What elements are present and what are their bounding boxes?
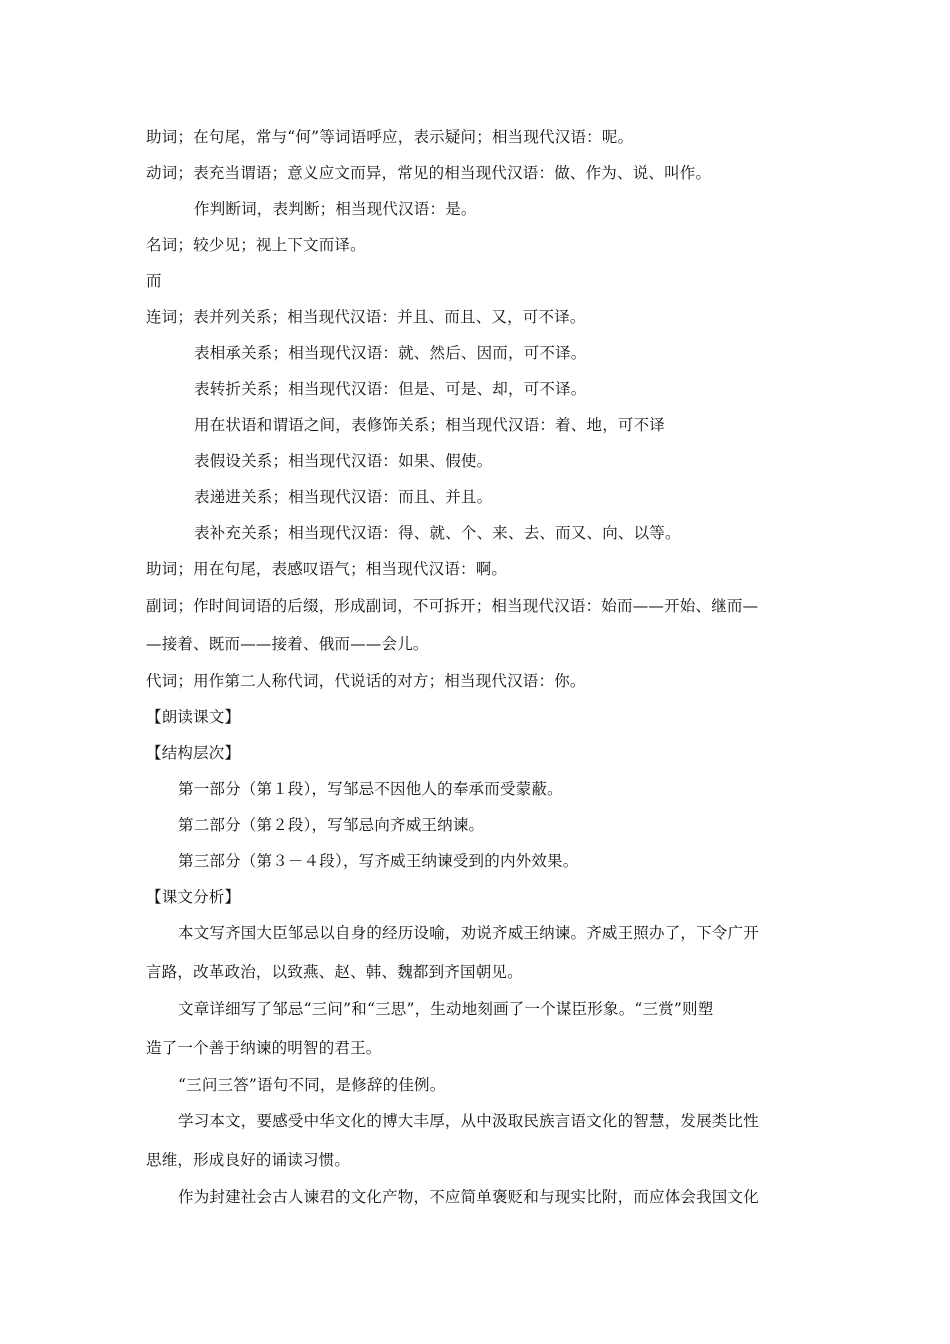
text-line: 连词；表并列关系；相当现代汉语：并且、而且、又，可不译。 xyxy=(146,308,586,326)
text-line: 助词；用在句尾，表感叹语气；相当现代汉语：啊。 xyxy=(146,560,508,578)
text-line: 表转折关系；相当现代汉语：但是、可是、却，可不译。 xyxy=(194,380,587,398)
text-line: 表补充关系；相当现代汉语：得、就、个、来、去、而又、向、以等。 xyxy=(194,524,681,542)
text-line: 学习本文，要感受中华文化的博大丰厚，从中汲取民族言语文化的智慧，发展类比性 xyxy=(178,1112,759,1130)
text-line: 副词；作时间词语的后缀，形成副词，不可拆开；相当现代汉语：始而——开始、继而— xyxy=(146,597,759,615)
section-heading: 而 xyxy=(146,272,162,290)
text-line: 助词；在句尾，常与“何”等词语呼应，表示疑问；相当现代汉语：呢。 xyxy=(146,128,634,146)
section-heading: 【课文分析】 xyxy=(146,888,241,906)
text-line: 本文写齐国大臣邹忌以自身的经历设喻，劝说齐威王纳谏。齐威王照办了，下令广开 xyxy=(178,924,759,942)
text-line: 造了一个善于纳谏的明智的君王。 xyxy=(146,1039,382,1057)
text-line: 动词；表充当谓语；意义应文而异，常见的相当现代汉语：做、作为、说、叫作。 xyxy=(146,164,712,182)
text-line: 作为封建社会古人谏君的文化产物，不应简单褒贬和与现实比附，而应体会我国文化 xyxy=(178,1188,759,1206)
text-line: 表假设关系；相当现代汉语：如果、假使。 xyxy=(194,452,493,470)
text-line: 表相承关系；相当现代汉语：就、然后、因而，可不译。 xyxy=(194,344,587,362)
text-line: 第三部分（第３－４段），写齐威王纳谏受到的内外效果。 xyxy=(178,852,579,870)
text-line: 用在状语和谓语之间，表修饰关系；相当现代汉语：着、地，可不译 xyxy=(194,416,666,434)
text-line: 思维，形成良好的诵读习惯。 xyxy=(146,1151,351,1169)
text-line: 代词；用作第二人称代词，代说话的对方；相当现代汉语：你。 xyxy=(146,672,586,690)
text-line: 言路，改革政治，以致燕、赵、韩、魏都到齐国朝见。 xyxy=(146,963,523,981)
text-line: 第二部分（第２段），写邹忌向齐威王纳谏。 xyxy=(178,816,485,834)
text-line: 文章详细写了邹忌“三问”和“三思”，生动地刻画了一个谋臣形象。“三赏”则塑 xyxy=(178,1000,714,1018)
text-line: 第一部分（第１段），写邹忌不因他人的奉承而受蒙蔽。 xyxy=(178,780,563,798)
text-line: 名词；较少见；视上下文而译。 xyxy=(146,236,366,254)
text-line: 作判断词，表判断；相当现代汉语：是。 xyxy=(194,200,477,218)
section-heading: 【结构层次】 xyxy=(146,744,241,762)
text-line: —接着、既而——接着、俄而——会儿。 xyxy=(146,635,429,653)
text-line: “三问三答”语句不同，是修辞的佳例。 xyxy=(178,1076,446,1094)
text-line: 表递进关系；相当现代汉语：而且、并且。 xyxy=(194,488,493,506)
section-heading: 【朗读课文】 xyxy=(146,708,241,726)
